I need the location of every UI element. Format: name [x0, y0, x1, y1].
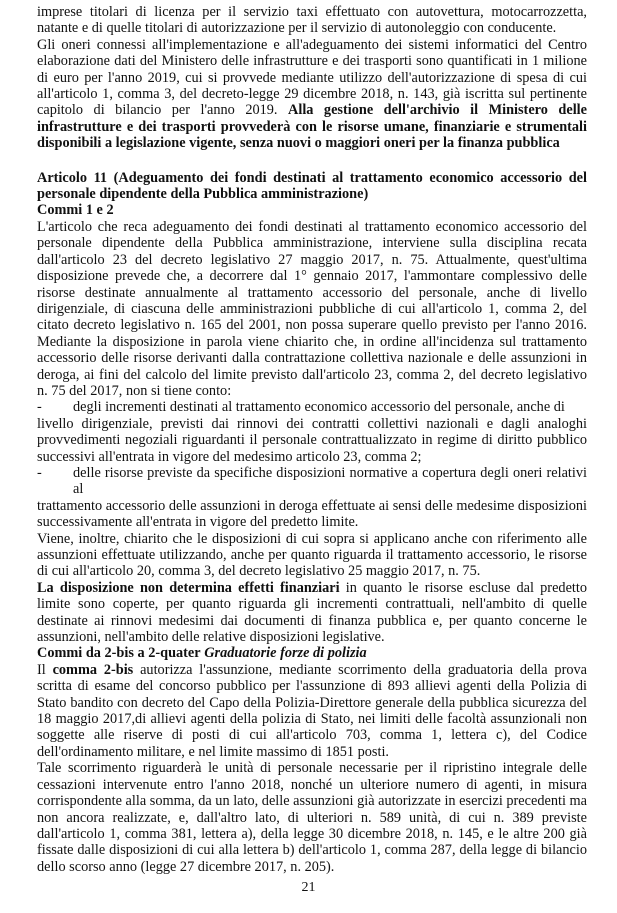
page-number: 21 — [301, 880, 316, 895]
document-page — [37, 0, 587, 875]
bullet-continuation: livello dirigenziale, previsti dai rinnovi dei contratti collettivi nazionali e dagli analoghi provvedimenti negoziali riguardanti il personale contrattualizzato in regime di diritto pubblico successivi all'entrata in vigore del medesimo articolo 23, comma 2; — [37, 415, 587, 465]
article-heading: Articolo 11 (Adeguamento dei fondi destinati al trattamento economico accessorio del personale dipendente della Pubblica amministrazione) — [37, 169, 587, 203]
commi-2bis-italic: Graduatorie forze di polizia — [204, 645, 367, 662]
ced-costs-bold: Alla gestione dell'archivio il Ministero delle infrastrutture e dei trasporti provvederà con le risorse umane, finanziarie e strumentali disponibili a legislazione vigente, senza nuovi o maggiori oneri per la finanza pubblica — [37, 102, 587, 152]
commi-heading: Commi 1 e 2 — [37, 202, 114, 219]
paragraph-taxi-licenses: imprese titolari di licenza per il servizio taxi effettuato con autovettura, motocarrozzetta, natante e di quelle titolari di autorizzazione per il servizio di autonoleggio con conducente. — [37, 4, 587, 37]
paragraph-article-intro: L'articolo che reca adeguamento dei fondi destinati al trattamento economico accessorio del personale dipendente della Pubblica amministrazione, interviene sulla disciplina recata dall'articolo 23 del decreto legislativo 27 maggio 2017, n. 75. Attualmente, quest'ultima disposizione prevede che, a decorrere dal 1° gennaio 2017, l'ammontare complessivo delle risorse destinate annualmente al trattamento accessorio del personale, anche di livello dirigenziale, di ciascuna delle amministrazioni pubbliche di cui all'articolo 1, comma 2, del citato decreto legislativo n. 165 del 2001, non possa superare quello previsto per l'anno 2016. Mediante la disposizione in parola viene chiarito che, in ordine all'incidenza sul trattamento accessorio delle risorse derivanti dalla contrattazione collettiva nazionale e delle assunzioni in deroga, ai fini del calcolo del limite previsto dall'articolo 23, comma 2, del decreto legislativo n. 75 del 2017, non si tiene conto: — [37, 218, 587, 399]
no-financial-effects-text: in quanto le risorse escluse dal predetto limite sono coperte, per quanto riguarda gli incrementi contrattuali, nell'ambito di quelle destinate ai rinnovi medesimi dai documenti di finanza pubblica e, per quanto concerne le assunzioni, nell'ambito delle relative disposizioni legislative. — [37, 579, 588, 646]
ced-costs-text: Gli oneri connessi all'implementazione e all'adeguamento dei sistemi informatici del Centro elaborazione dati del Ministero delle infrastrutture e dei trasporti sono quantificati in 1 milione di euro per l'anno 2019, cui si provvede mediante utilizzo dell'autorizzazione di spesa di cui all'articolo 1, comma 3, del decreto-legge 29 dicembre 2018, n. 143, già iscritta sul pertinente capitolo di bilancio per l'anno 2019. — [37, 36, 587, 119]
bullet-first-line: delle risorse previste da specifiche disposizioni normative a copertura degli oneri relativi al — [73, 464, 587, 498]
comma-2bis-pre: Il — [37, 661, 46, 678]
paragraph-comma-2bis — [37, 662, 587, 760]
list-item — [37, 465, 587, 498]
bullet-first-line: degli incrementi destinati al trattamento economico accessorio del personale, anche di — [73, 399, 565, 416]
no-financial-effects-bold: La disposizione non determina effetti finanziari — [37, 579, 340, 596]
paragraph-ced-costs — [37, 37, 587, 152]
paragraph-scorrimento: Tale scorrimento riguarderà le unità di personale necessarie per il ripristino integrale delle cessazioni intervenute entro l'anno 2018, nonché un ulteriore numero di agenti, in misura corrispondente alla somma, da un lato, delle assunzioni già autorizzate in esercizi precedenti ma non ancora realizzate, e, dall'altro lato, di ulteriori n. 589 unità, di cui n. 389 previste dall'articolo 1, comma 381, lettera a), della legge 30 dicembre 2018, n. 145, e le altre 200 già fissate dalle disposizioni di cui alla lettera b) dell'articolo 1, comma 287, della legge di bilancio dello scorso anno (legge 27 dicembre 2017, n. 205). — [37, 760, 587, 875]
comma-2bis-bold: comma 2-bis — [52, 661, 134, 678]
bullet-dash: - — [37, 464, 42, 481]
paragraph-clarification: Viene, inoltre, chiarito che le disposizioni di cui sopra si applicano anche con riferimento alle assunzioni effettuate utilizzando, anche per quanto riguarda il trattamento accessorio, le risorse di cui all'articolo 20, comma 3, del decreto legislativo 25 maggio 2017, n. 75. — [37, 530, 587, 580]
list-item — [37, 399, 587, 415]
bullet-dash: - — [37, 399, 42, 416]
comma-2bis-text: autorizza l'assunzione, mediante scorrimento della graduatoria della prova scritta di esame del concorso pubblico per l'assunzione di 893 allievi agenti della Polizia di Stato bandito con decreto del Capo della Polizia-Direttore generale della pubblica sicurezza del 18 maggio 2017,di allievi agenti della polizia di Stato, nei limiti delle facoltà assunzionali non soggette alle riserve di posti di cui all'articolo 703, comma 1, lettera c), del Codice dell'ordinamento militare, e nel limite massimo di 1851 posti. — [37, 661, 587, 760]
paragraph-no-financial-effects — [37, 580, 587, 646]
bullet-continuation: trattamento accessorio delle assunzioni in deroga effettuate ai sensi delle medesime disposizioni successivamente all'entrata in vigore del predetto limite. — [37, 497, 587, 531]
commi-2bis-bold: Commi da 2-bis a 2-quater — [37, 645, 201, 662]
commi-2bis-heading — [37, 645, 587, 661]
